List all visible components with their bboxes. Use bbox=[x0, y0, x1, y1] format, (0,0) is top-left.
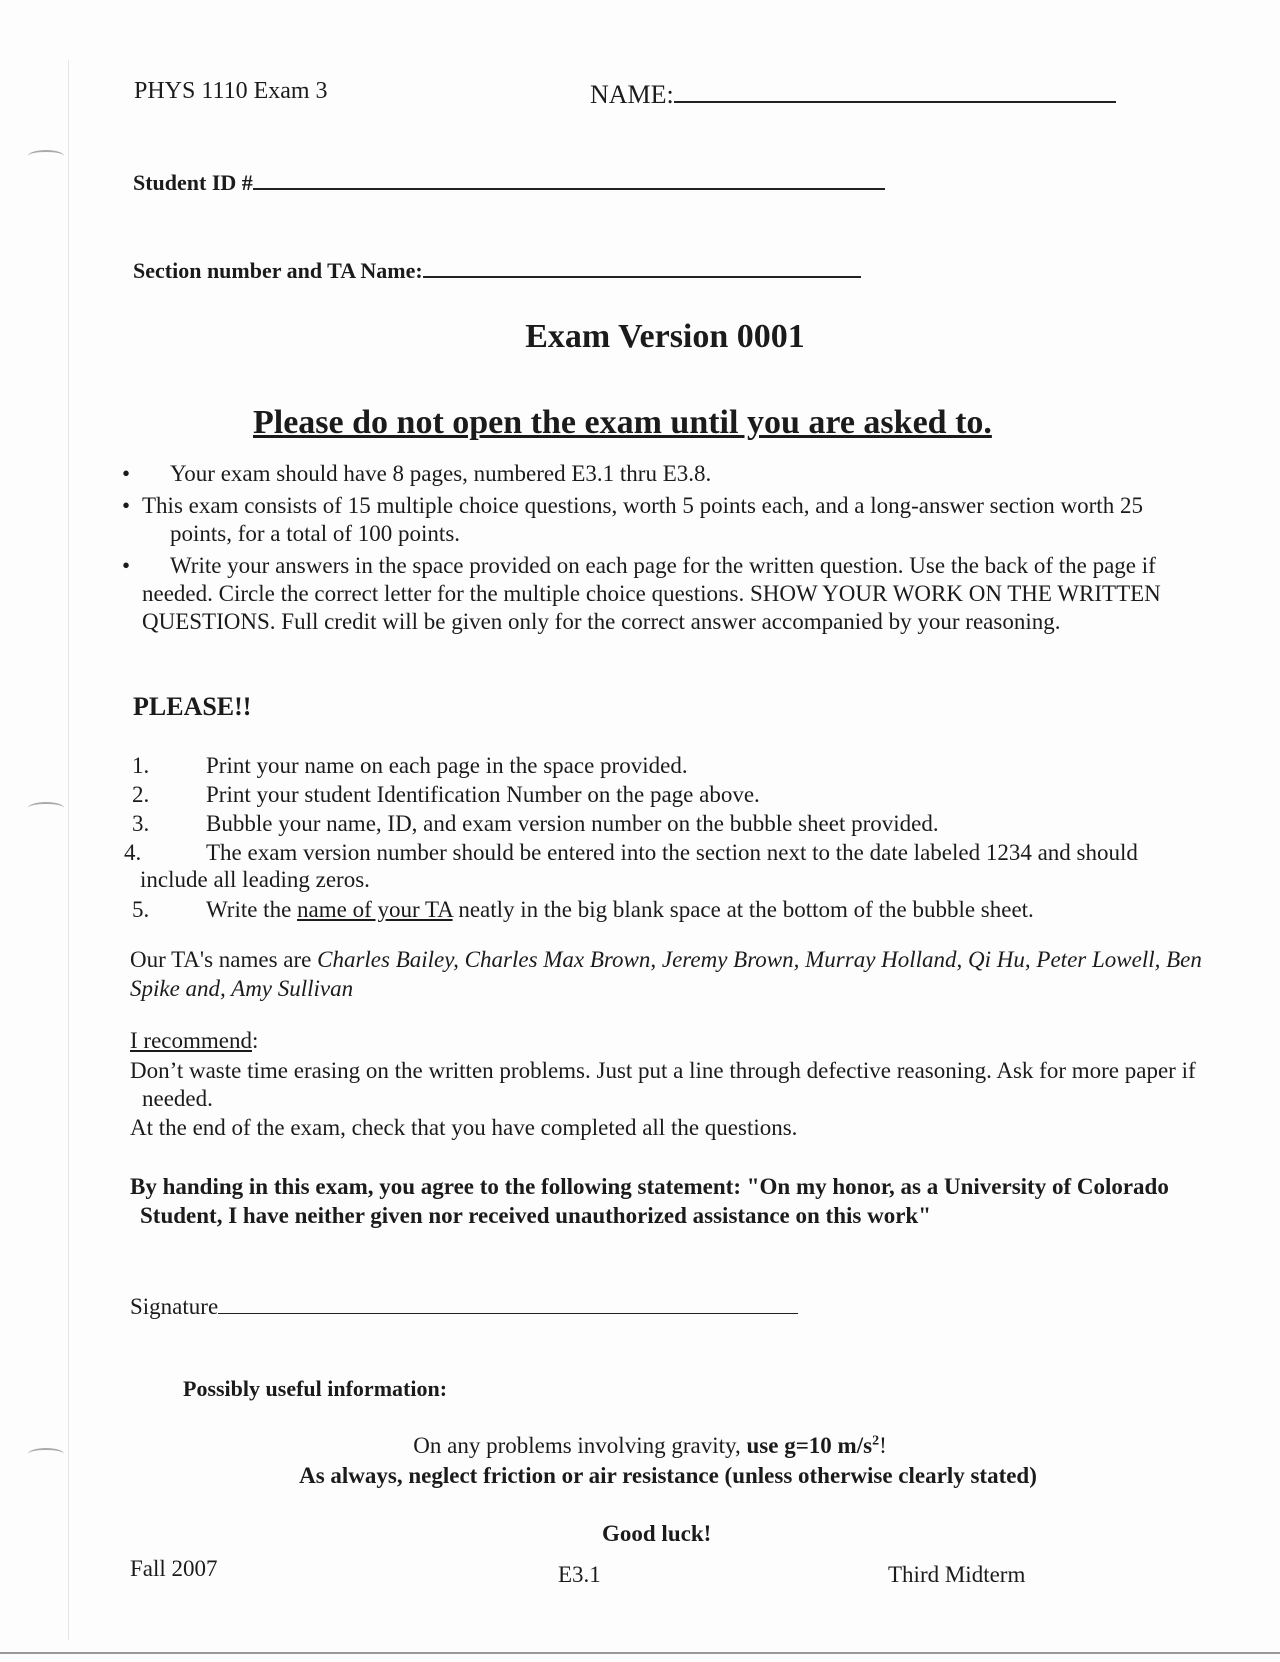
footer-term: Fall 2007 bbox=[130, 1556, 218, 1581]
bullet-item bbox=[122, 460, 1192, 488]
bullet-text: This exam consists of 15 multiple choice questions, worth 5 points each, and a long-answer section worth 25 points, for a total of 100 points. bbox=[142, 493, 1143, 546]
student-id-blank[interactable] bbox=[253, 188, 885, 190]
bullet-text: Write your answers in the space provided on each page for the written question. Use the back of the page if needed. Circle the correct letter for the multiple choice questions. SHOW YOUR WORK ON THE WRITTEN QUESTIONS. Full credit will be given only for the correct answer accompanied by your reasoning. bbox=[142, 553, 1161, 634]
friction-note: As always, neglect friction or air resistance (unless otherwise clearly stated) bbox=[299, 1463, 1037, 1488]
instruction-number: 5. bbox=[132, 897, 150, 922]
exam-version: Exam Version 0001 bbox=[525, 318, 805, 355]
ta-names-paragraph bbox=[130, 945, 1210, 1003]
footer-page-number: E3.1 bbox=[558, 1562, 601, 1587]
instruction-text: Print your name on each page in the space provided. bbox=[206, 753, 688, 778]
bullet-dot: • bbox=[122, 553, 131, 578]
page-bottom-edge bbox=[0, 1652, 1280, 1654]
bullet-dot: • bbox=[122, 461, 131, 486]
please-heading: PLEASE!! bbox=[133, 692, 252, 721]
instruction-item bbox=[132, 810, 1192, 837]
instruction-text: Write the name of your TA neatly in the big blank space at the bottom of the bubble sheet. bbox=[206, 897, 1034, 922]
section-ta-field[interactable] bbox=[133, 258, 861, 284]
instruction-number: 4. bbox=[124, 840, 142, 865]
course-title: PHYS 1110 Exam 3 bbox=[134, 78, 328, 104]
name-blank[interactable] bbox=[674, 101, 1116, 103]
page-edge-line bbox=[68, 60, 69, 1640]
recommend-line-2: At the end of the exam, check that you have completed all the questions. bbox=[130, 1115, 798, 1140]
useful-info-heading: Possibly useful information: bbox=[183, 1376, 448, 1401]
bullet-text: Your exam should have 8 pages, numbered E3.1 thru E3.8. bbox=[170, 461, 712, 486]
signature-label: Signature bbox=[130, 1294, 219, 1319]
instruction-text: Print your student Identification Number on the page above. bbox=[206, 782, 760, 807]
instruction-item bbox=[132, 896, 1192, 923]
instruction-text: The exam version number should be entered into the section next to the date labeled 1234 and should include all leading zeros. bbox=[140, 840, 1138, 892]
section-ta-label: Section number and TA Name: bbox=[133, 258, 423, 283]
recommend-line-1: Don’t waste time erasing on the written problems. Just put a line through defective reasoning. Ask for more paper if needed. bbox=[130, 1058, 1196, 1111]
footer-exam-label: Third Midterm bbox=[888, 1562, 1026, 1587]
bullet-item bbox=[122, 492, 1182, 548]
instruction-number: 2. bbox=[132, 782, 150, 807]
margin-mark bbox=[28, 802, 64, 814]
warning-heading: Please do not open the exam until you are asked to. bbox=[253, 404, 992, 441]
section-ta-blank[interactable] bbox=[423, 276, 861, 278]
bullet-dot: • bbox=[122, 493, 131, 518]
instruction-number: 1. bbox=[132, 753, 150, 778]
instruction-item bbox=[132, 752, 1192, 779]
student-id-field[interactable] bbox=[133, 170, 885, 196]
instruction-item bbox=[124, 839, 1197, 893]
instruction-item bbox=[132, 781, 1192, 808]
signature-blank[interactable] bbox=[218, 1313, 798, 1314]
signature-field[interactable] bbox=[130, 1294, 798, 1320]
name-label: NAME: bbox=[590, 80, 674, 109]
margin-mark bbox=[28, 150, 64, 162]
good-luck: Good luck! bbox=[602, 1521, 712, 1546]
recommend-heading: I recommend: bbox=[130, 1028, 259, 1053]
ta-names-prefix: Our TA's names are bbox=[130, 947, 318, 972]
ta-names-list: Charles Bailey, Charles Max Brown, Jeremy Brown, Murray Holland, Qi Hu, Peter Lowell, Ben Spike and, Amy Sullivan bbox=[130, 947, 1202, 1001]
student-id-label: Student ID # bbox=[133, 170, 253, 195]
instruction-number: 3. bbox=[132, 811, 150, 836]
gravity-note: On any problems involving gravity, use g=10 $m/s^2$! bbox=[413, 1433, 887, 1458]
bullet-item bbox=[122, 552, 1187, 636]
name-field[interactable] bbox=[590, 80, 1116, 110]
instruction-text: Bubble your name, ID, and exam version number on the bubble sheet provided. bbox=[206, 811, 939, 836]
honor-statement: By handing in this exam, you agree to the following statement: "On my honor, as a University of Colorado Student, I have neither given nor received unauthorized assistance on this work" bbox=[130, 1174, 1169, 1228]
